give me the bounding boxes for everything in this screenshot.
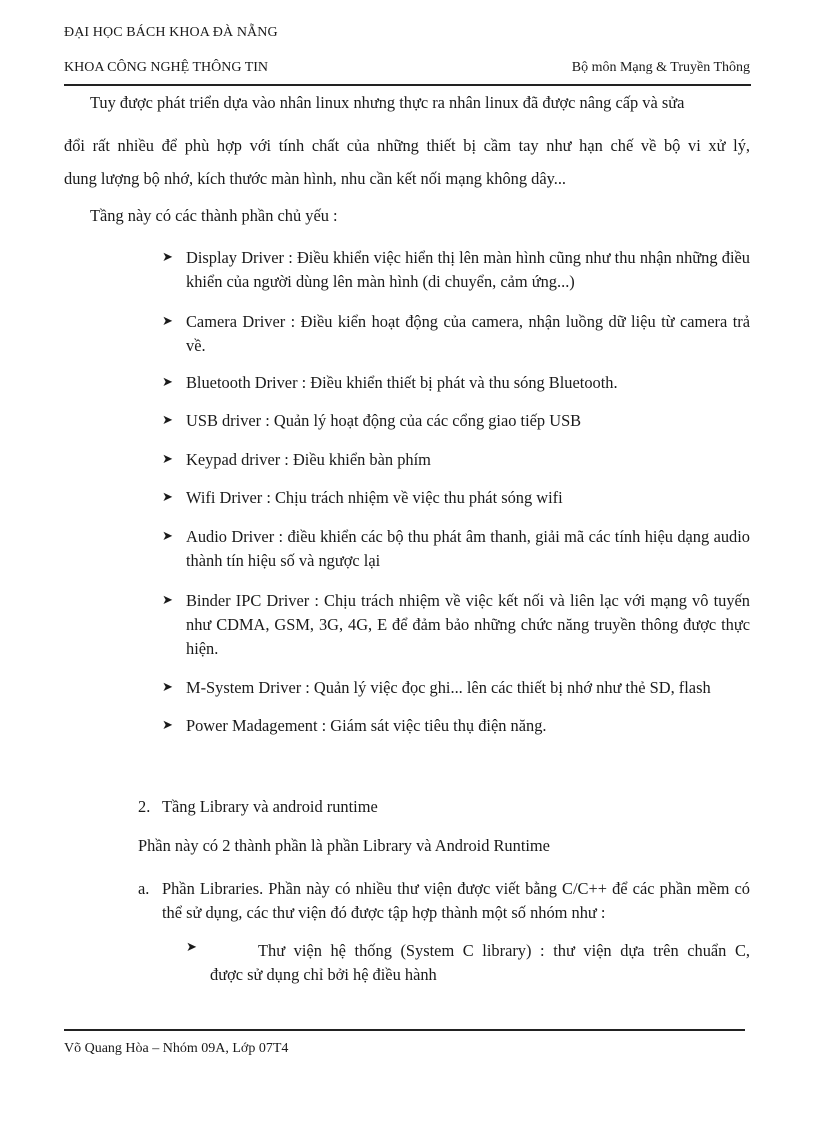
arrow-bullet-icon: ➤ xyxy=(162,375,173,390)
list-item xyxy=(162,409,750,433)
arrow-bullet-icon: ➤ xyxy=(162,490,173,505)
arrow-bullet-icon: ➤ xyxy=(162,680,173,695)
list-item xyxy=(162,246,750,294)
list-item-text: Bluetooth Driver : Điều khiển thiết bị phát và thu sóng Bluetooth. xyxy=(186,373,618,392)
intro-line-3: dung lượng bộ nhớ, kích thước màn hình, nhu cần kết nối mạng không dây... xyxy=(64,169,567,188)
arrow-bullet-icon: ➤ xyxy=(162,250,173,265)
header-faculty: KHOA CÔNG NGHỆ THÔNG TIN xyxy=(64,60,269,75)
list-item-text: USB driver : Quản lý hoạt động của các cổng giao tiếp USB xyxy=(186,411,582,430)
item-a xyxy=(138,877,750,925)
header-department: Bộ môn Mạng & Truyền Thông xyxy=(571,60,750,75)
section-2-title: Tầng Library và android runtime xyxy=(162,797,378,816)
arrow-bullet-icon: ➤ xyxy=(162,314,173,329)
list-item xyxy=(162,589,750,661)
list-item-text: M-System Driver : Quản lý việc đọc ghi... lên các thiết bị nhớ như thẻ SD, flash xyxy=(186,678,711,697)
sub-bullet-line-2: được sử dụng chỉ bởi hệ điều hành xyxy=(210,965,437,984)
list-item-text: Camera Driver : Điều kiển hoạt động của camera, nhận luồng dữ liệu từ camera trả về. xyxy=(186,312,750,355)
footer-divider xyxy=(64,1029,745,1031)
header-divider xyxy=(64,84,751,86)
components-intro: Tầng này có các thành phần chủ yếu : xyxy=(90,206,338,225)
list-item xyxy=(162,486,750,510)
arrow-bullet-icon: ➤ xyxy=(162,529,173,544)
list-item-text: Wifi Driver : Chịu trách nhiệm về việc thu phát sóng wifi xyxy=(186,488,563,507)
intro-line-1: Tuy được phát triển dựa vào nhân linux nhưng thực ra nhân linux đã được nâng cấp và sửa xyxy=(90,93,685,112)
arrow-bullet-icon: ➤ xyxy=(162,593,173,608)
arrow-bullet-icon: ➤ xyxy=(162,718,173,733)
list-item xyxy=(162,310,750,358)
footer-author: Võ Quang Hòa – Nhóm 09A, Lớp 07T4 xyxy=(64,1041,289,1056)
arrow-bullet-icon: ➤ xyxy=(186,940,197,955)
list-item-text: Power Madagement : Giám sát việc tiêu thụ điện năng. xyxy=(186,716,547,735)
list-item-text: Audio Driver : điều khiển các bộ thu phát âm thanh, giải mã các tính hiệu dạng audio thành tín hiệu số và ngược lại xyxy=(186,527,750,570)
list-item xyxy=(162,676,750,700)
intro-line-2: đổi rất nhiều để phù hợp với tính chất của những thiết bị cầm tay như hạn chế về bộ vi xử lý, xyxy=(64,136,750,155)
list-item-text: Keypad driver : Điều khiển bàn phím xyxy=(186,450,431,469)
header-university: ĐẠI HỌC BÁCH KHOA ĐÀ NẴNG xyxy=(64,25,278,40)
list-item-text: Binder IPC Driver : Chịu trách nhiệm về việc kết nối và liên lạc với mạng vô tuyến như CDMA, GSM, 3G, 4G, E để đảm bảo những chức năng truyền thông được thực hiện. xyxy=(186,591,750,658)
item-a-text: Phần Libraries. Phần này có nhiều thư viện được viết bằng C/C++ để các phần mềm có thể sử dụng, các thư viện đó được tập hợp thành một số nhóm như : xyxy=(162,879,750,922)
item-a-marker: a. xyxy=(138,879,150,898)
list-item xyxy=(162,371,750,395)
arrow-bullet-icon: ➤ xyxy=(162,413,173,428)
list-item xyxy=(162,448,750,472)
list-item xyxy=(162,714,750,738)
sub-bullet-line-1: Thư viện hệ thống (System C library) : thư viện dựa trên chuẩn C, xyxy=(258,941,750,960)
section-2-intro: Phần này có 2 thành phần là phần Library và Android Runtime xyxy=(138,836,550,855)
list-item xyxy=(162,525,750,573)
section-2-heading xyxy=(138,795,750,819)
list-item-text: Display Driver : Điều khiển việc hiển thị lên màn hình cũng như thu nhận những điều khiển của người dùng lên màn hình (di chuyển, cảm ứng...) xyxy=(186,248,750,291)
section-2-marker: 2. xyxy=(138,797,151,816)
arrow-bullet-icon: ➤ xyxy=(162,452,173,467)
